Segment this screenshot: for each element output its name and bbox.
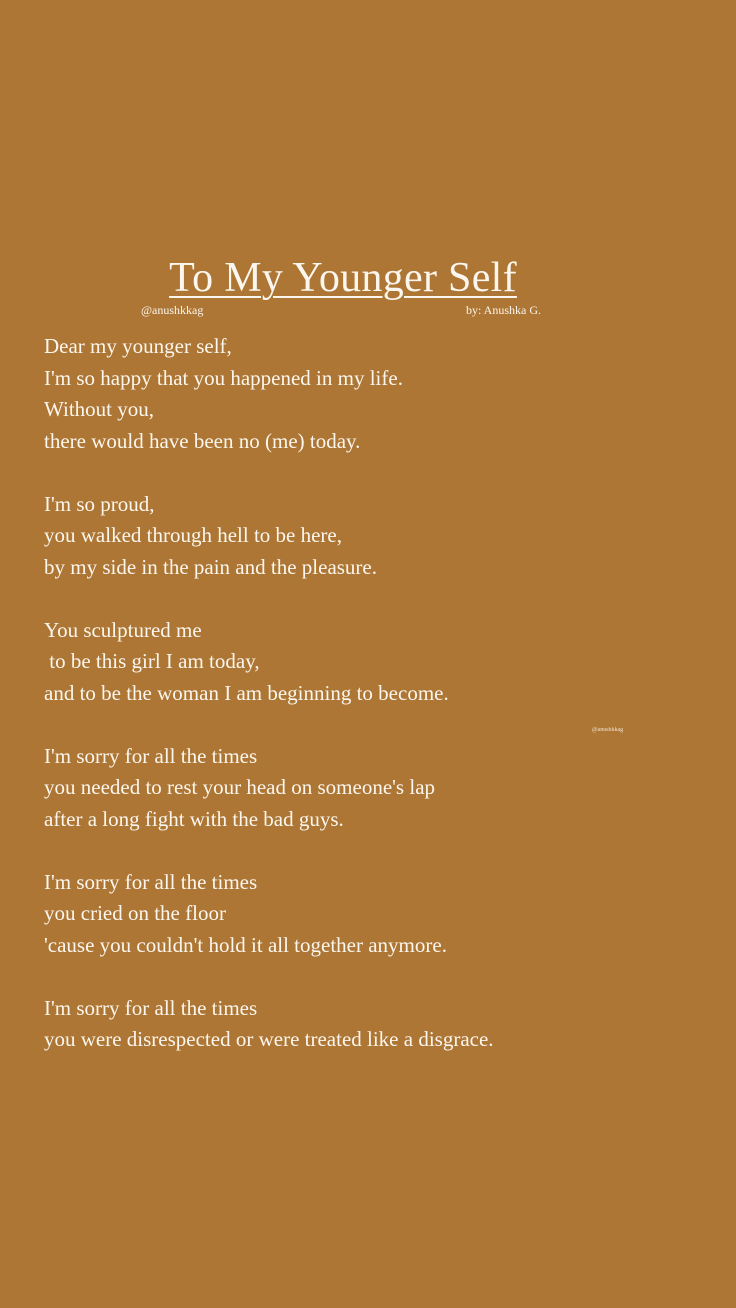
poem-line: You sculptured me	[44, 617, 202, 642]
stanza	[44, 489, 704, 584]
stanza	[44, 615, 704, 710]
poem-line: I'm so proud,	[44, 491, 155, 516]
poem-line: Dear my younger self,	[44, 334, 232, 358]
poem-line: Without you,	[44, 397, 154, 421]
poem-body	[44, 331, 704, 1087]
poem-line: 'cause you couldn't hold it all together anymore.	[44, 932, 447, 957]
poem-line: I'm sorry for all the times	[44, 995, 258, 1020]
poem-line: I'm sorry for all the times	[44, 869, 258, 894]
poem-title: To My Younger Self	[169, 255, 517, 301]
stanza	[44, 331, 704, 457]
poem-line: you cried on the floor	[44, 901, 226, 925]
author-handle: @anushkkag	[141, 303, 204, 317]
poem-line: you needed to rest your head on someone's lap	[44, 775, 436, 799]
poem-line: there would have been no (me) today.	[44, 428, 361, 453]
stanza	[44, 993, 704, 1056]
poem-line: you were disrespected or were treated like a disgrace.	[44, 1027, 494, 1051]
poem-line: after a long fight with the bad guys.	[44, 806, 344, 831]
poem-line: you walked through hell to be here,	[44, 523, 342, 547]
poem-line: and to be the woman I am beginning to become.	[44, 680, 449, 705]
stanza	[44, 867, 704, 962]
poem-line: to be this girl I am today,	[44, 649, 260, 673]
poem-line: by my side in the pain and the pleasure.	[44, 554, 377, 579]
author-byline: by: Anushka G.	[466, 303, 541, 317]
poem-line: I'm sorry for all the times	[44, 743, 258, 768]
stanza	[44, 741, 704, 836]
watermark-handle: @anushkkag	[592, 727, 624, 733]
poem-line: I'm so happy that you happened in my life.	[44, 365, 403, 390]
